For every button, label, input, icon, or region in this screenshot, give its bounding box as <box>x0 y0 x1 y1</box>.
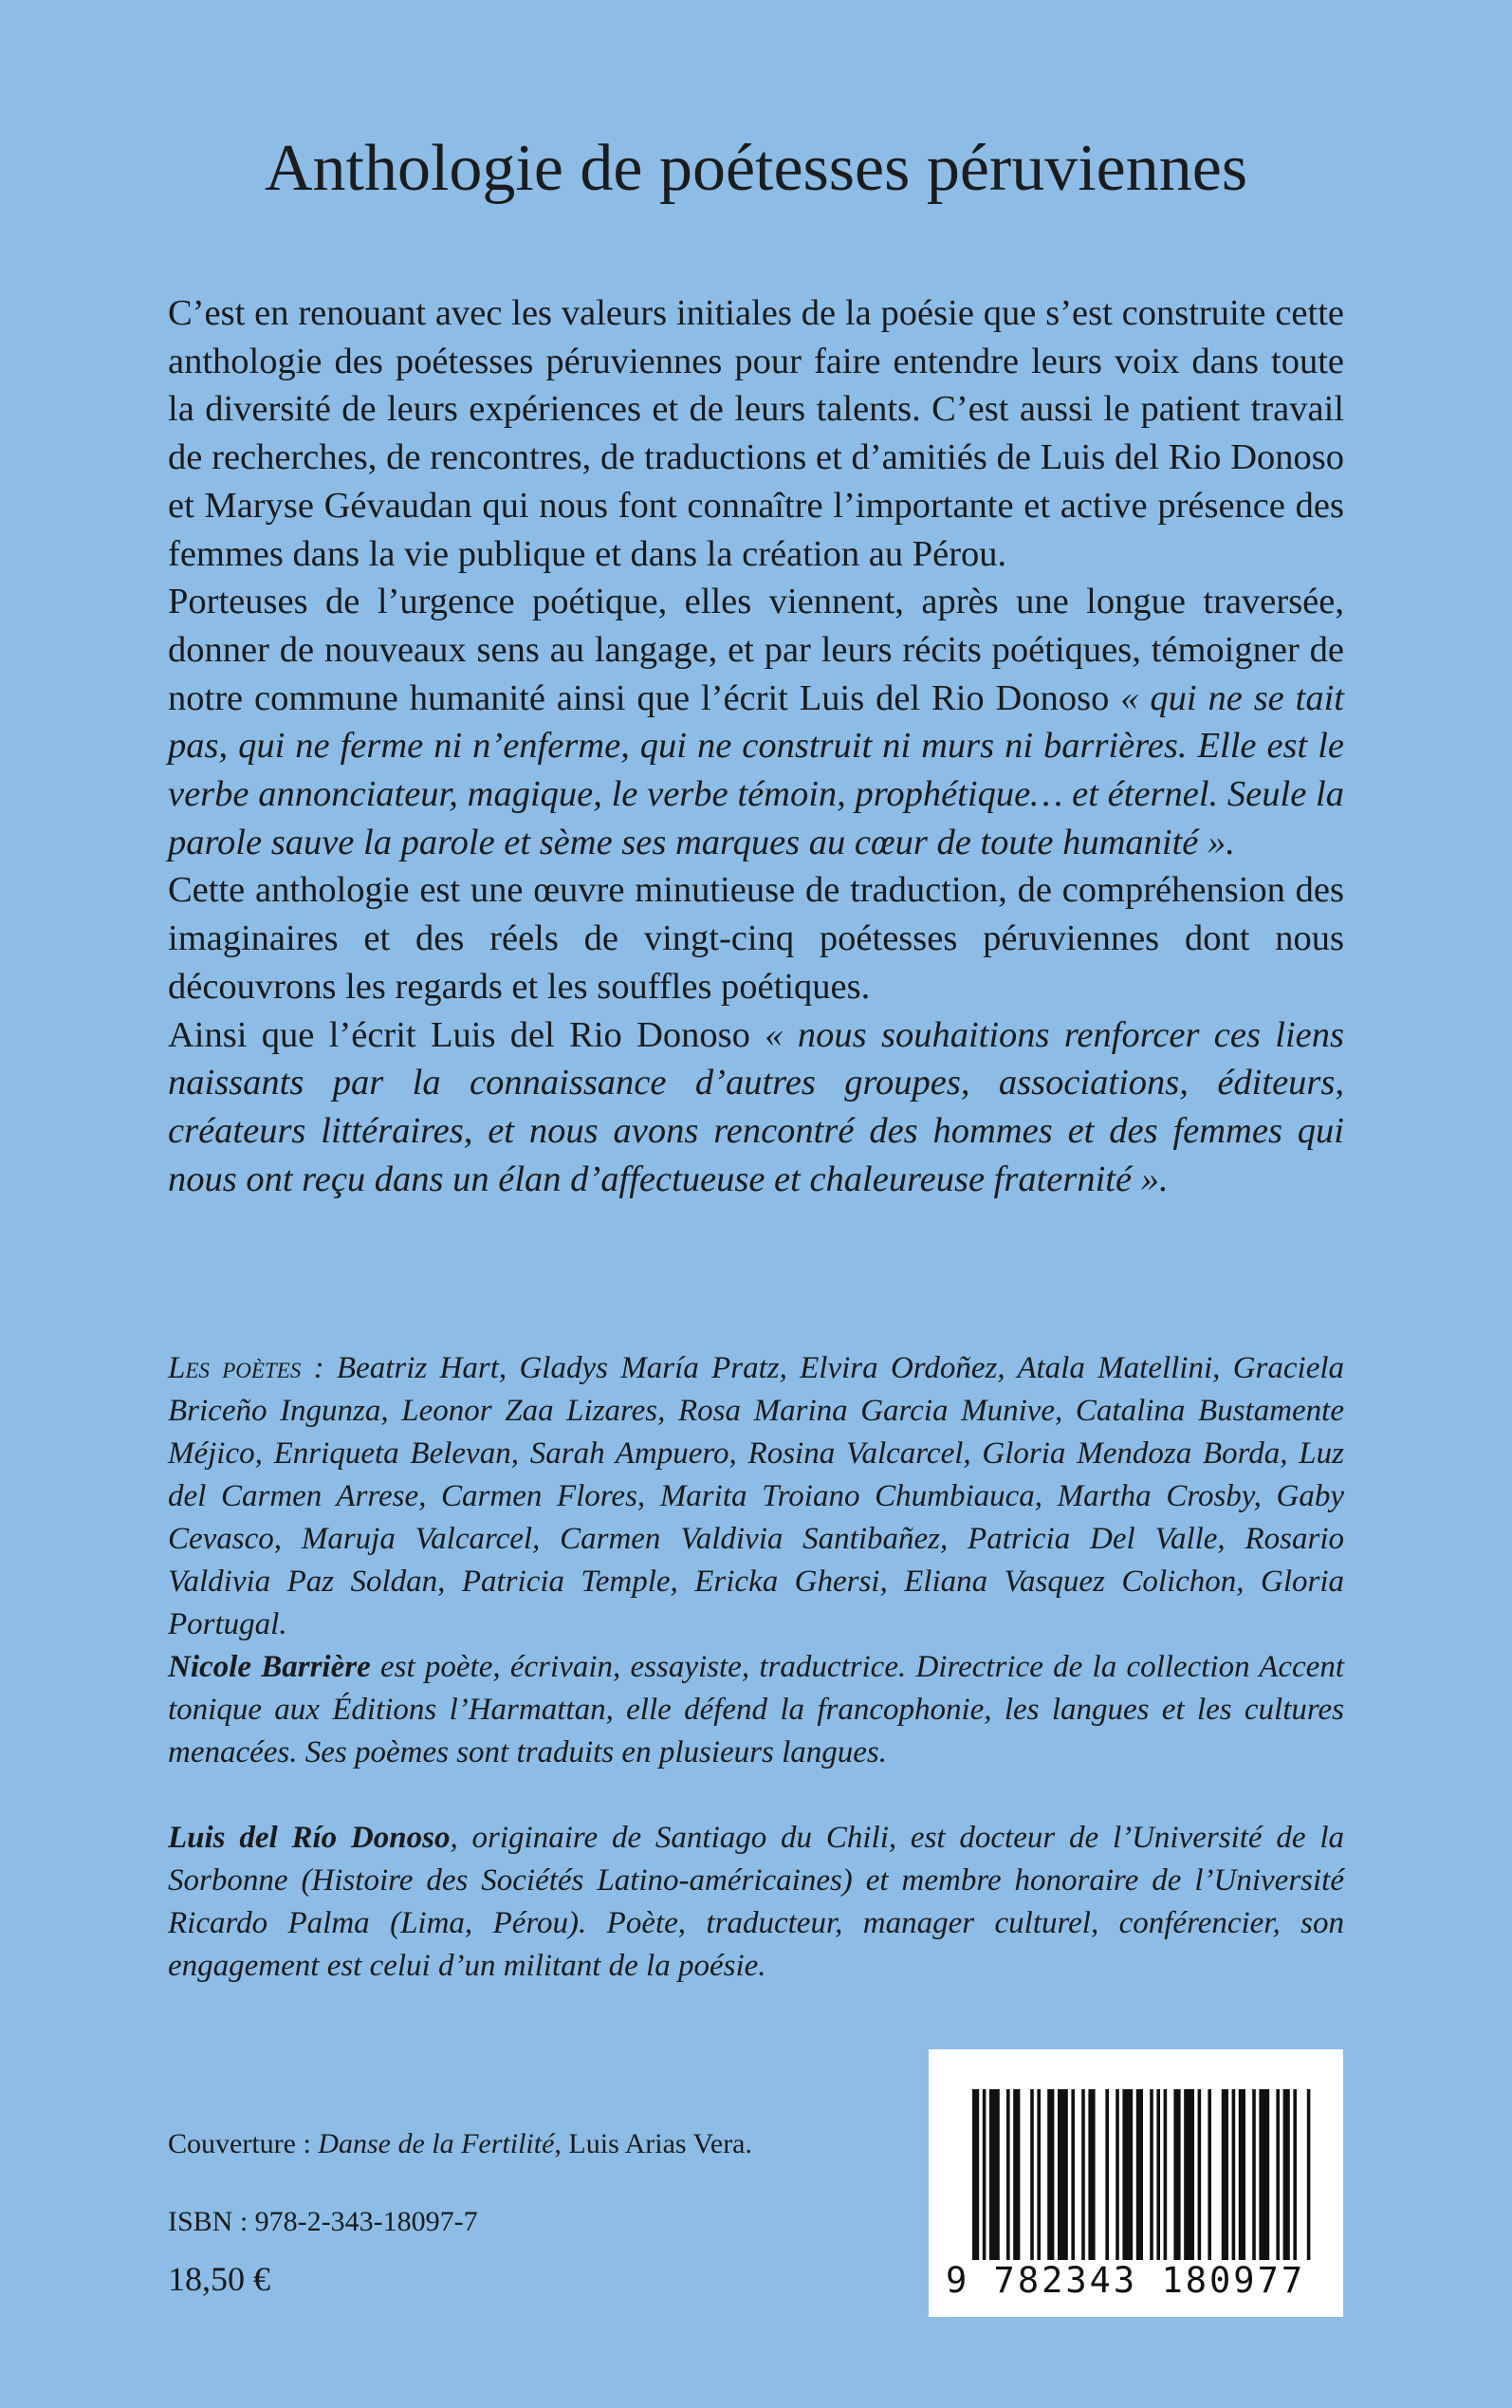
blurb-paragraph-3: Cette anthologie est une œuvre minutieuse de traduction, de compréhension des imaginaires et des réels de vingt-cinq poétesses péruviennes dont nous découvrons les regards et les souffles poétiques. <box>168 870 1344 1007</box>
barcode-bar <box>1239 2089 1245 2260</box>
blurb-paragraph-1: C’est en renouant avec les valeurs initiales de la poésie que s’est construite cette anthologie des poétesses péruviennes pour faire entendre leurs voix dans toute la diversité de leurs expériences et de leurs talents. C’est aussi le patient travail de recherches, de rencontres, de traductions et d’amitiés de Luis del Rio Donoso et Maryse Gévaudan qui nous font connaître l’importante et active présence des femmes dans la vie publique et dans la création au Pérou. <box>168 293 1344 574</box>
barcode-bar <box>1222 2089 1228 2260</box>
barcode-bar <box>1071 2089 1075 2260</box>
barcode <box>929 2049 1343 2317</box>
book-title: Anthologie de poétesses péruviennes <box>264 132 1248 205</box>
barcode-bar <box>1283 2089 1290 2260</box>
poets-label: Les poètes : <box>168 1351 324 1385</box>
barcode-bar <box>1184 2089 1194 2260</box>
barcode-bar <box>1013 2089 1020 2260</box>
cover-title: Danse de la Fertilité <box>318 2128 555 2159</box>
blurb <box>168 289 1344 1203</box>
cover-label: Couverture : <box>168 2128 319 2159</box>
barcode-bar <box>1081 2089 1085 2260</box>
barcode-bar <box>1122 2089 1133 2260</box>
paragraph-4-intro: Ainsi que l’écrit Luis del Rio Donoso <box>168 1014 765 1055</box>
barcode-bar <box>1164 2089 1168 2260</box>
bio2-name: Luis del Río Donoso <box>168 1821 451 1855</box>
bio-nicole-barriere <box>168 1646 1344 1774</box>
barcode-bar <box>983 2089 986 2260</box>
barcode-digits: 9 782343 180977 <box>946 2260 1306 2301</box>
poets-names: Beatriz Hart, Gladys María Pratz, Elvira Ordoñez, Atala Matellini, Graciela Briceño Ingunza, Leonor Zaa Lizares, Rosa Marina Garcia Munive, Catalina Bustamente Méjico, Enriqueta Belevan, Sarah Ampuero, Rosina Valcarcel, Gloria Mendoza Borda, Luz del Carmen Arrese, Carmen Flores, Marita Troiano Chumbiauca, Martha Crosby, Gaby Cevasco, Maruja Valcarcel, Carmen Valdivia Santibañez, Patricia Del Valle, Rosario Valdivia Paz Soldan, Patricia Temple, Ericka Ghersi, Eliana Vasquez Colichon, Gloria Portugal. <box>168 1351 1345 1641</box>
barcode-bar <box>989 2089 1000 2260</box>
barcode-bar <box>1293 2089 1297 2260</box>
blurb-paragraph-2 <box>168 578 1344 866</box>
barcode-bar <box>1276 2089 1280 2260</box>
barcode-bar <box>1307 2089 1311 2260</box>
blurb-paragraph-4 <box>168 1011 1344 1204</box>
cover-credit <box>168 2125 752 2163</box>
poets-list <box>168 1347 1344 1646</box>
bio-luis-del-rio <box>168 1817 1344 1988</box>
barcode-bar <box>1259 2089 1269 2260</box>
paragraph-2-intro: Porteuses de l’urgence poétique, elles viennent, après une longue traversée, donner de nouveaux sens au langage, et par leurs récits poétiques, témoigner de notre commune humanité ainsi que l’écrit Luis del Rio Donoso <box>168 582 1344 718</box>
barcode-bar <box>1156 2089 1160 2260</box>
barcode-bar <box>1116 2089 1119 2260</box>
barcode-bar <box>1058 2089 1068 2260</box>
cover-artist: , Luis Arias Vera. <box>554 2128 753 2159</box>
barcode-bar <box>972 2089 979 2260</box>
barcode-bar <box>1037 2089 1041 2260</box>
bio1-name: Nicole Barrière <box>168 1650 371 1684</box>
paragraph-2-quote: « qui ne se tait pas, qui ne ferme ni n’enferme, qui ne construit ni murs ni barrières. Elle est le verbe annonciateur, magique, le verbe témoin, prophétique… et éternel. Seule la parole sauve la parole et sème ses marques au cœur de toute humanité ». <box>168 677 1345 862</box>
price: 18,50 € <box>168 2260 270 2298</box>
bio1-text: est poète, écrivain, essayiste, traductrice. Directrice de la collection Accent tonique aux Éditions l’Harmattan, elle défend la francophonie, les langues et les cultures menacées. Ses poèmes sont traduits en plusieurs langues. <box>168 1650 1344 1769</box>
paragraph-4-quote: « nous souhaitions renforcer ces liens naissants par la connaissance d’autres groupes, associations, éditeurs, créateurs littéraires, et nous avons rencontré des hommes et des femmes qui nous ont reçu dans un élan d’affectueuse et chaleureuse fraternité ». <box>168 1014 1344 1199</box>
barcode-bar <box>1232 2089 1236 2260</box>
barcode-bar <box>1030 2089 1034 2260</box>
barcode-bar <box>1150 2089 1153 2260</box>
barcode-bar <box>1173 2089 1180 2260</box>
barcode-bar <box>1136 2089 1143 2260</box>
bio2-text: , originaire de Santiago du Chili, est docteur de l’Université de la Sorbonne (Histoire des Sociétés Latino-américaines) et membre honoraire de l’Université Ricardo Palma (Lima, Pérou). Poète, traducteur, manager culturel, conférencier, son engagement est celui d’un militant de la poésie. <box>168 1821 1344 1983</box>
barcode-bar <box>1006 2089 1010 2260</box>
barcode-bar <box>1105 2089 1109 2260</box>
barcode-bar <box>1252 2089 1256 2260</box>
barcode-bar <box>1047 2089 1054 2260</box>
isbn: ISBN : 978-2-343-18097-7 <box>168 2206 478 2237</box>
barcode-bar <box>1088 2089 1095 2260</box>
barcode-bar <box>1208 2089 1211 2260</box>
barcode-bar <box>1198 2089 1202 2260</box>
